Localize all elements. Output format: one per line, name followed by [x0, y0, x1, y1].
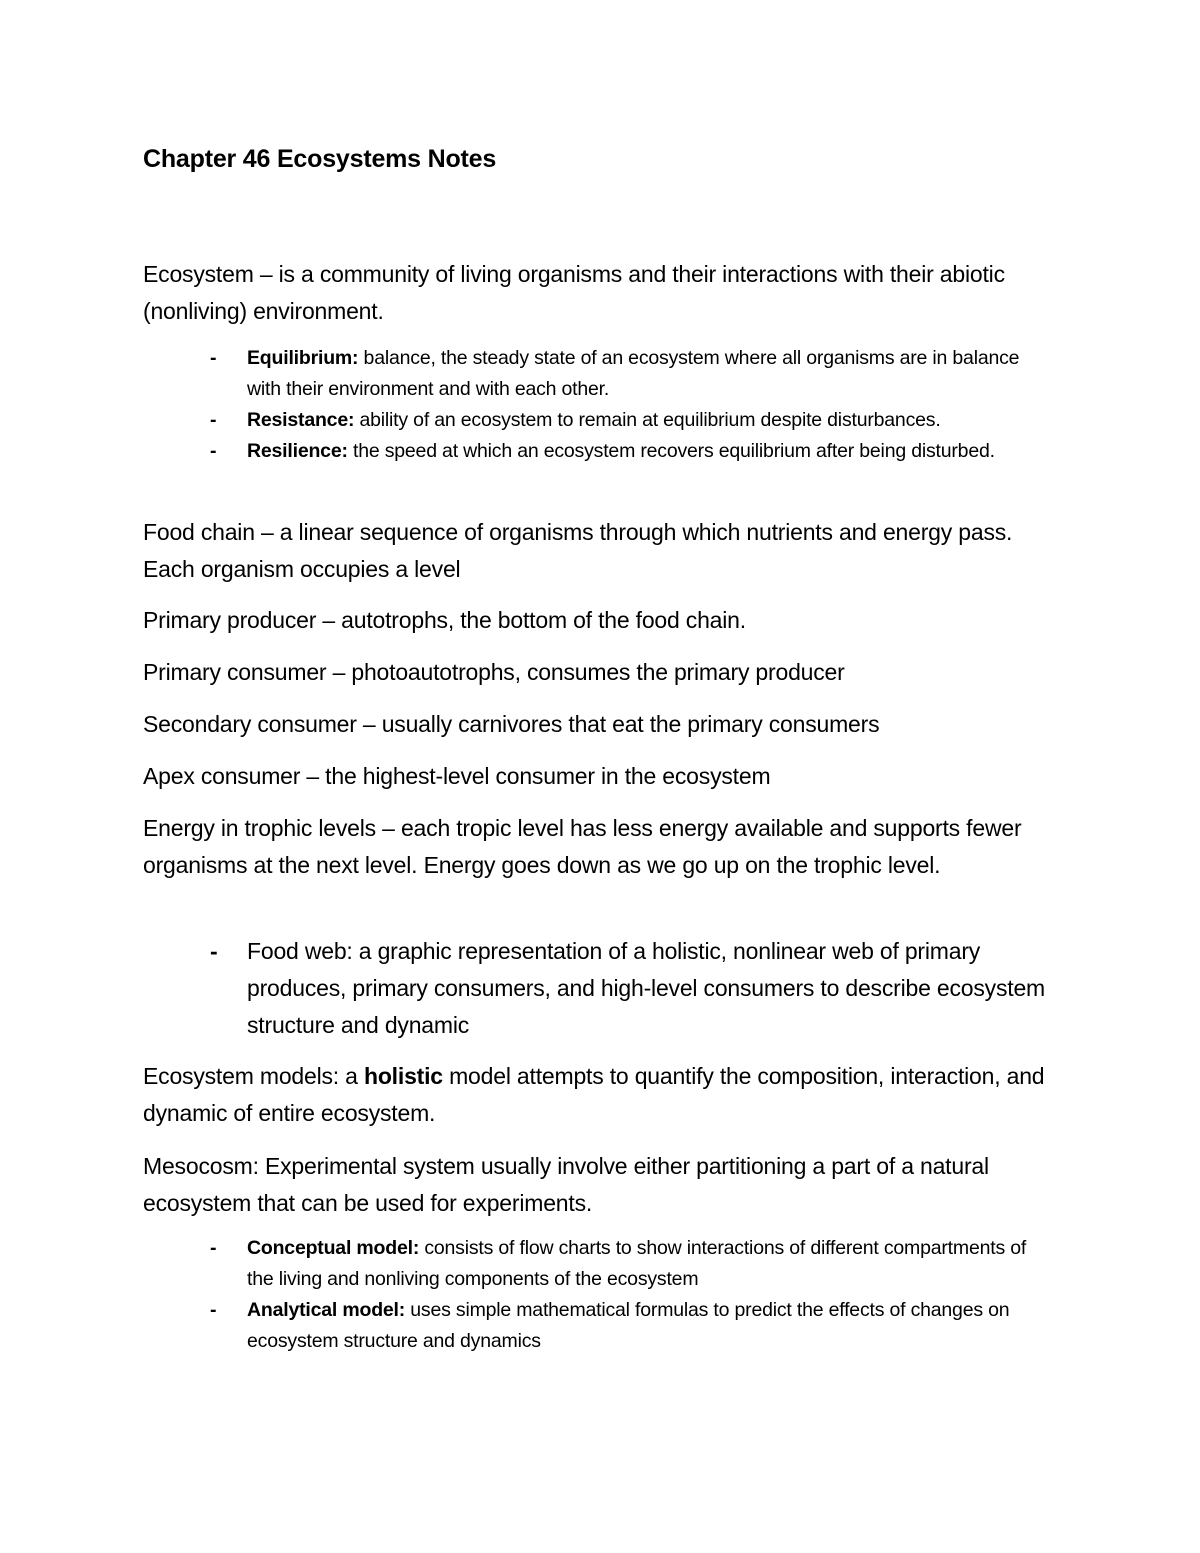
bullet-resilience	[205, 436, 1055, 467]
food-chain-definition: Food chain – a linear sequence of organisms through which nutrients and energy pass. Each organism occupies a level	[143, 519, 1013, 582]
definition-resilience: the speed at which an ecosystem recovers equilibrium after being disturbed.	[347, 440, 995, 462]
food-web-bullet-list	[205, 933, 1055, 1044]
ecosystem-bullet-list	[205, 343, 1055, 467]
bullet-dash: -	[210, 1299, 217, 1321]
ecosystem-definition: Ecosystem – is a community of living organisms and their interactions with their abiotic (nonliving) environment.	[143, 261, 1005, 324]
primary-producer-definition: Primary producer – autotrophs, the bottom of the food chain.	[143, 607, 746, 633]
bullet-dash: -	[210, 938, 218, 964]
ecosystem-models-text-after: model attempts to quantify the composition, interaction, and dynamic of entire ecosystem.	[143, 1063, 1045, 1126]
bullet-food-web	[205, 933, 1055, 1044]
mesocosm-definition: Mesocosm: Experimental system usually involve either partitioning a part of a natural ecosystem that can be used for experiments.	[143, 1153, 989, 1216]
bullet-equilibrium	[205, 343, 1055, 405]
bullet-conceptual-model	[205, 1233, 1055, 1295]
food-web-definition: Food web: a graphic representation of a holistic, nonlinear web of primary produces, primary consumers, and high-level consumers to describe ecosystem structure and dynamic	[247, 938, 1046, 1038]
term-analytical-model: Analytical model:	[247, 1299, 406, 1321]
apex-consumer-definition: Apex consumer – the highest-level consumer in the ecosystem	[143, 763, 771, 789]
bullet-analytical-model	[205, 1295, 1055, 1357]
secondary-consumer-definition: Secondary consumer – usually carnivores that eat the primary consumers	[143, 711, 880, 737]
bullet-dash: -	[210, 440, 217, 462]
ecosystem-models-text-before: Ecosystem models: a	[143, 1063, 364, 1089]
term-resilience: Resilience:	[247, 440, 348, 462]
bullet-resistance	[205, 405, 1055, 436]
term-conceptual-model: Conceptual model:	[247, 1237, 420, 1259]
model-bullet-list	[205, 1233, 1055, 1357]
page-title: Chapter 46 Ecosystems Notes	[143, 145, 497, 173]
definition-resistance: ability of an ecosystem to remain at equilibrium despite disturbances.	[354, 409, 941, 431]
primary-consumer-definition: Primary consumer – photoautotrophs, consumes the primary producer	[143, 659, 845, 685]
bullet-dash: -	[210, 409, 217, 431]
ecosystem-models-definition	[143, 1058, 1063, 1132]
term-resistance: Resistance:	[247, 409, 355, 431]
bullet-dash: -	[210, 1237, 217, 1259]
bullet-dash: -	[210, 347, 217, 369]
definition-conceptual-model: consists of flow charts to show interactions of different compartments of the living and nonliving components of the ecosystem	[247, 1237, 1027, 1290]
term-equilibrium: Equilibrium:	[247, 347, 359, 369]
energy-trophic-definition: Energy in trophic levels – each tropic level has less energy available and supports fewer organisms at the next level. Energy goes down as we go up on the trophic level.	[143, 815, 1022, 878]
definition-analytical-model: uses simple mathematical formulas to predict the effects of changes on ecosystem structure and dynamics	[247, 1299, 1010, 1352]
definition-equilibrium: balance, the steady state of an ecosystem where all organisms are in balance with their environment and with each other.	[247, 347, 1020, 400]
ecosystem-models-bold-term: holistic	[363, 1063, 443, 1089]
